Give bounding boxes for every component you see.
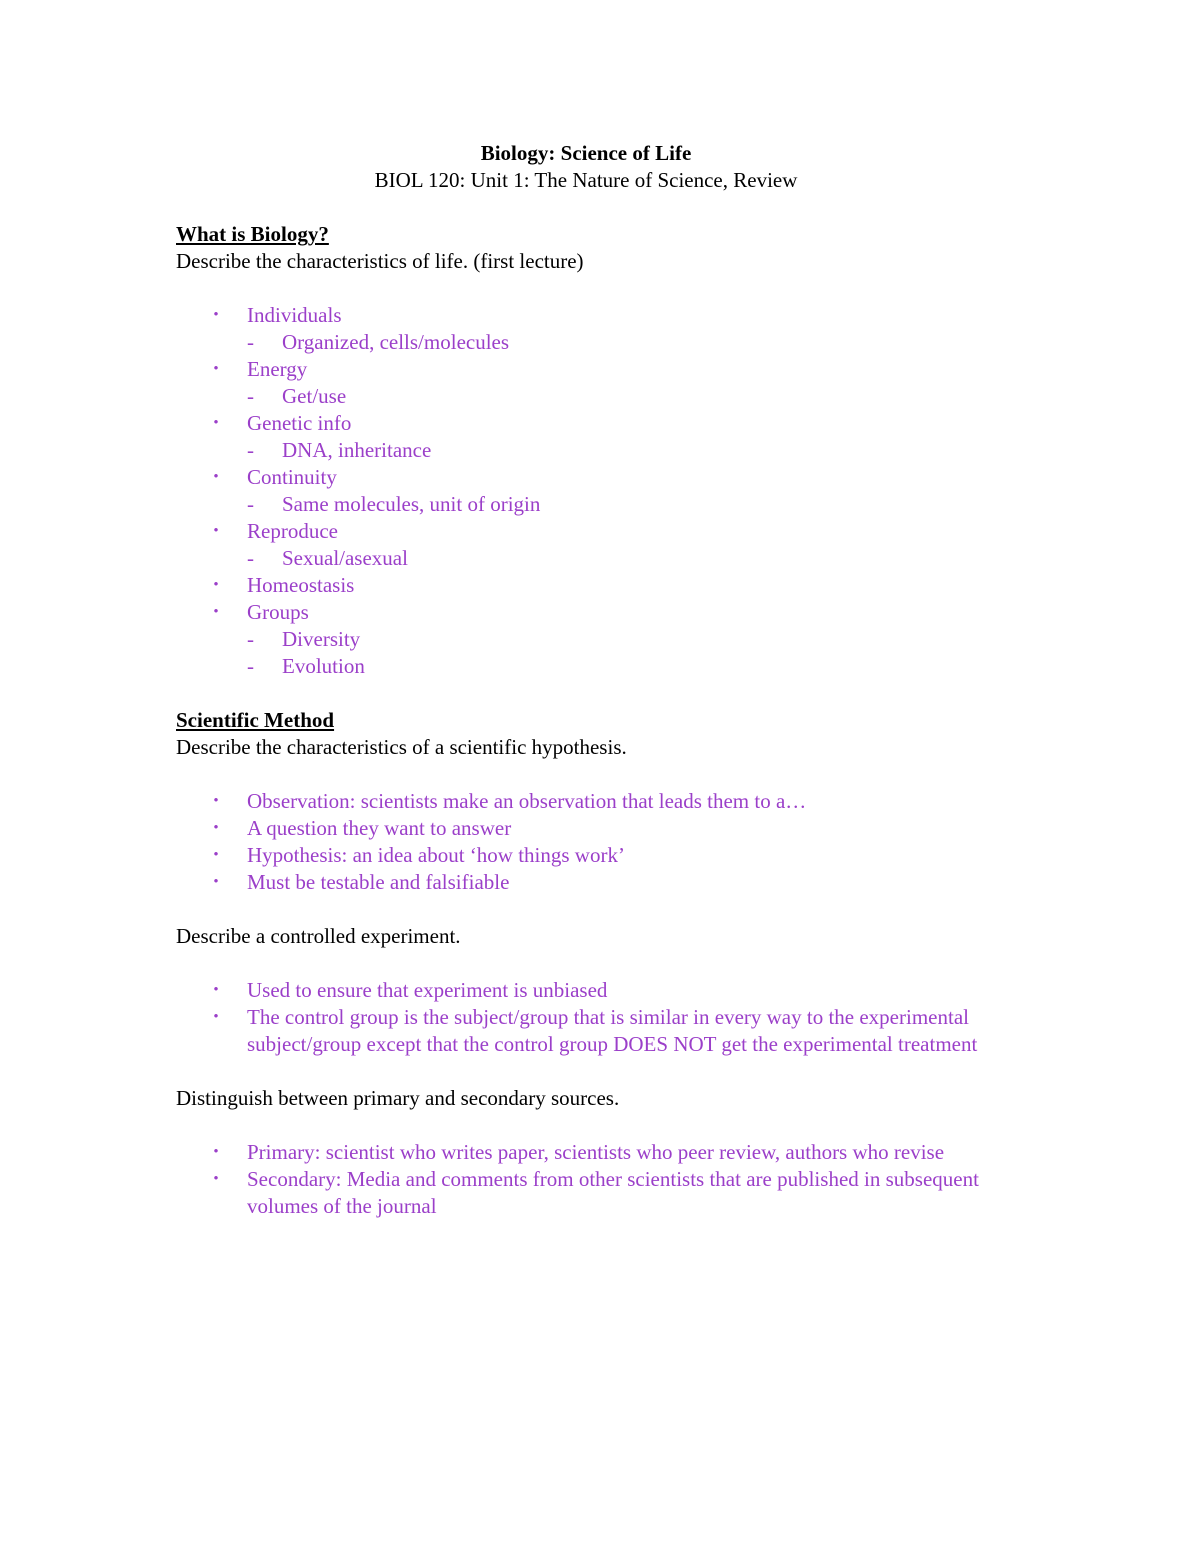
list-item bbox=[176, 977, 996, 1004]
list-item-label: Must be testable and falsifiable bbox=[247, 870, 510, 894]
sub-list-item-label: Get/use bbox=[282, 384, 347, 408]
sub-list-item-label: Evolution bbox=[282, 654, 365, 678]
dash-icon: - bbox=[247, 492, 254, 516]
sub-list bbox=[247, 437, 996, 464]
list-item bbox=[176, 1004, 996, 1058]
section-prompt-controlled-experiment: Describe a controlled experiment. bbox=[176, 924, 461, 948]
spacer bbox=[176, 950, 996, 977]
section-heading-scientific-method: Scientific Method bbox=[176, 708, 335, 732]
document-page bbox=[176, 140, 996, 1220]
list-item bbox=[176, 599, 996, 680]
bullet-icon: • bbox=[213, 847, 219, 863]
bullet-icon: • bbox=[213, 874, 219, 890]
list-item bbox=[176, 1139, 996, 1166]
bullet-icon: • bbox=[213, 1144, 219, 1160]
sub-list-item-label: Sexual/asexual bbox=[282, 546, 408, 570]
list-item bbox=[176, 1166, 996, 1220]
bullet-icon: • bbox=[213, 604, 219, 620]
sub-list-item bbox=[247, 437, 996, 464]
list-item bbox=[176, 464, 996, 518]
life-characteristics-list bbox=[176, 302, 996, 680]
list-item bbox=[176, 356, 996, 410]
bullet-icon: • bbox=[213, 1171, 219, 1187]
list-item-label: Groups bbox=[247, 600, 309, 624]
document-title: Biology: Science of Life bbox=[480, 141, 692, 165]
bullet-icon: • bbox=[213, 469, 219, 485]
spacer bbox=[176, 896, 996, 923]
bullet-icon: • bbox=[213, 577, 219, 593]
dash-icon: - bbox=[247, 438, 254, 462]
dash-icon: - bbox=[247, 384, 254, 408]
list-item-label: Reproduce bbox=[247, 519, 338, 543]
list-item-label: Genetic info bbox=[247, 411, 352, 435]
list-item-label: Secondary: Media and comments from other scientists that are published in subsequent volumes of the journal bbox=[247, 1167, 979, 1218]
sub-list-item bbox=[247, 383, 996, 410]
list-item bbox=[176, 842, 996, 869]
sub-list-item-label: Diversity bbox=[282, 627, 361, 651]
list-item-label: A question they want to answer bbox=[247, 816, 512, 840]
section-prompt-sources: Distinguish between primary and secondary sources. bbox=[176, 1086, 620, 1110]
sub-list-item-label: Same molecules, unit of origin bbox=[282, 492, 541, 516]
list-item-label: Hypothesis: an idea about ‘how things work’ bbox=[247, 843, 625, 867]
bullet-icon: • bbox=[213, 361, 219, 377]
list-item-label: Energy bbox=[247, 357, 308, 381]
sub-list-item bbox=[247, 491, 996, 518]
list-item bbox=[176, 788, 996, 815]
bullet-icon: • bbox=[213, 820, 219, 836]
list-item-label: Homeostasis bbox=[247, 573, 355, 597]
hypothesis-list bbox=[176, 788, 996, 896]
list-item bbox=[176, 869, 996, 896]
section-prompt-characteristics-of-life: Describe the characteristics of life. (first lecture) bbox=[176, 249, 584, 273]
sub-list bbox=[247, 383, 996, 410]
bullet-icon: • bbox=[213, 793, 219, 809]
bullet-icon: • bbox=[213, 1009, 219, 1025]
list-item-label: Observation: scientists make an observation that leads them to a… bbox=[247, 789, 807, 813]
bullet-icon: • bbox=[213, 307, 219, 323]
list-item-label: Continuity bbox=[247, 465, 337, 489]
list-item bbox=[176, 815, 996, 842]
section-heading-what-is-biology: What is Biology? bbox=[176, 222, 329, 246]
bullet-icon: • bbox=[213, 523, 219, 539]
list-item bbox=[176, 518, 996, 572]
list-item-label: Used to ensure that experiment is unbiased bbox=[247, 978, 608, 1002]
document-subtitle: BIOL 120: Unit 1: The Nature of Science, Review bbox=[374, 168, 798, 192]
spacer bbox=[176, 1058, 996, 1085]
list-item-label: The control group is the subject/group that is similar in every way to the experimental subject/group except that the control group DOES NOT get the experimental treatment bbox=[247, 1005, 978, 1056]
spacer bbox=[176, 194, 996, 221]
sub-list bbox=[247, 626, 996, 680]
sources-list bbox=[176, 1139, 996, 1220]
spacer bbox=[176, 680, 996, 707]
sub-list-item-label: Organized, cells/molecules bbox=[282, 330, 510, 354]
list-item-label: Individuals bbox=[247, 303, 342, 327]
bullet-icon: • bbox=[213, 982, 219, 998]
dash-icon: - bbox=[247, 627, 254, 651]
list-item bbox=[176, 572, 996, 599]
dash-icon: - bbox=[247, 654, 254, 678]
sub-list-item bbox=[247, 329, 996, 356]
list-item bbox=[176, 410, 996, 464]
sub-list-item bbox=[247, 626, 996, 653]
section-prompt-hypothesis: Describe the characteristics of a scientific hypothesis. bbox=[176, 735, 627, 759]
sub-list bbox=[247, 491, 996, 518]
spacer bbox=[176, 761, 996, 788]
controlled-experiment-list bbox=[176, 977, 996, 1058]
sub-list bbox=[247, 329, 996, 356]
list-item-label: Primary: scientist who writes paper, scientists who peer review, authors who revise bbox=[247, 1140, 945, 1164]
sub-list-item bbox=[247, 545, 996, 572]
list-item bbox=[176, 302, 996, 356]
spacer bbox=[176, 1112, 996, 1139]
bullet-icon: • bbox=[213, 415, 219, 431]
dash-icon: - bbox=[247, 546, 254, 570]
dash-icon: - bbox=[247, 330, 254, 354]
sub-list bbox=[247, 545, 996, 572]
sub-list-item bbox=[247, 653, 996, 680]
spacer bbox=[176, 275, 996, 302]
sub-list-item-label: DNA, inheritance bbox=[282, 438, 432, 462]
